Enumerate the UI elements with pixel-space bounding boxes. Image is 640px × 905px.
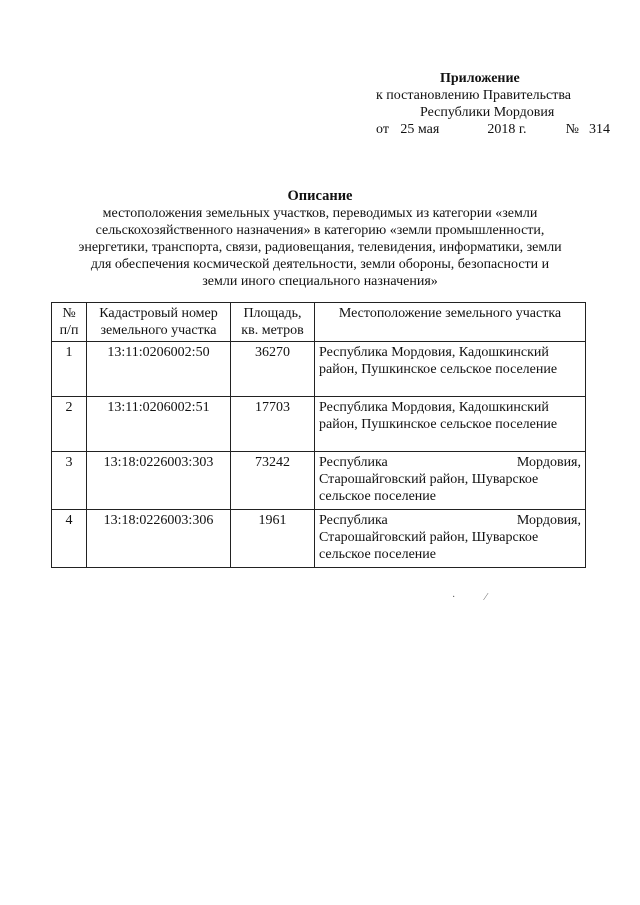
header-cadastral-line: Кадастровый номер: [99, 306, 218, 321]
description-line: сельскохозяйственного назначения» в категорию «земли промышленности,: [95, 223, 545, 238]
table-row: [52, 397, 586, 452]
table-header-row: [52, 303, 586, 342]
appendix-date-line: [376, 121, 610, 138]
from-label: от: [376, 122, 389, 137]
table-row: [52, 510, 586, 568]
header-location: [315, 303, 586, 342]
description-title: Описание: [287, 188, 353, 204]
cell-cadastral: 13:18:0226003:306: [87, 510, 231, 568]
decree-date: 25 мая: [400, 122, 440, 137]
description-block: [60, 188, 580, 290]
cell-area: 36270: [231, 342, 315, 397]
appendix-header: [360, 70, 610, 138]
table-row: [52, 342, 586, 397]
cell-no: 4: [52, 510, 87, 568]
header-area-line: Площадь,: [243, 306, 302, 321]
location-line: Республика Мордовия,: [319, 455, 581, 470]
cell-no: 1: [52, 342, 87, 397]
header-cadastral-line: земельного участка: [100, 323, 217, 338]
location-line: Республика Мордовия,: [319, 513, 581, 528]
location-line: Республика Мордовия, Кадошкинский: [319, 400, 549, 415]
location-line: район, Пушкинское сельское поселение: [319, 417, 558, 432]
location-line: сельское поселение: [319, 547, 436, 562]
table-row: [52, 452, 586, 510]
cell-area: 1961: [231, 510, 315, 568]
cell-cadastral: 13:18:0226003:303: [87, 452, 231, 510]
cell-cadastral: 13:11:0206002:51: [87, 397, 231, 452]
header-no: [52, 303, 87, 342]
location-line: Старошайговский район, Шуварское: [319, 472, 539, 487]
cell-no: 3: [52, 452, 87, 510]
description-line: земли иного специального назначения»: [202, 274, 438, 289]
decree-year: 2018 г.: [487, 122, 527, 137]
location-line: Республика Мордовия, Кадошкинский: [319, 345, 549, 360]
header-no-line: №: [62, 306, 76, 321]
appendix-line-2: Республики Мордовия: [420, 105, 555, 120]
land-plots-table: [51, 302, 586, 568]
decree-number: 314: [589, 122, 610, 137]
scan-speck-mark: ·: [452, 592, 456, 603]
cell-location: [315, 397, 586, 452]
scan-speck-mark: ⁄: [485, 592, 487, 603]
cell-area: 73242: [231, 452, 315, 510]
cell-cadastral: 13:11:0206002:50: [87, 342, 231, 397]
header-cadastral: [87, 303, 231, 342]
cell-location: [315, 510, 586, 568]
header-area: [231, 303, 315, 342]
appendix-line-1: к постановлению Правительства: [376, 88, 572, 103]
header-location-line: Местоположение земельного участка: [338, 306, 562, 321]
location-line: район, Пушкинское сельское поселение: [319, 362, 558, 377]
cell-location: [315, 342, 586, 397]
description-line: для обеспечения космической деятельности, земли обороны, безопасности и: [90, 257, 550, 272]
header-area-line: кв. метров: [241, 323, 304, 338]
description-line: энергетики, транспорта, связи, радиовещания, телевидения, информатики, земли: [78, 240, 562, 255]
cell-location: [315, 452, 586, 510]
appendix-title: Приложение: [440, 71, 520, 86]
cell-no: 2: [52, 397, 87, 452]
cell-area: 17703: [231, 397, 315, 452]
description-line: местоположения земельных участков, переводимых из категории «земли: [102, 206, 538, 221]
location-line: сельское поселение: [319, 489, 436, 504]
location-line: Старошайговский район, Шуварское: [319, 530, 539, 545]
number-label: №: [565, 122, 579, 137]
header-no-line: п/п: [59, 323, 79, 338]
